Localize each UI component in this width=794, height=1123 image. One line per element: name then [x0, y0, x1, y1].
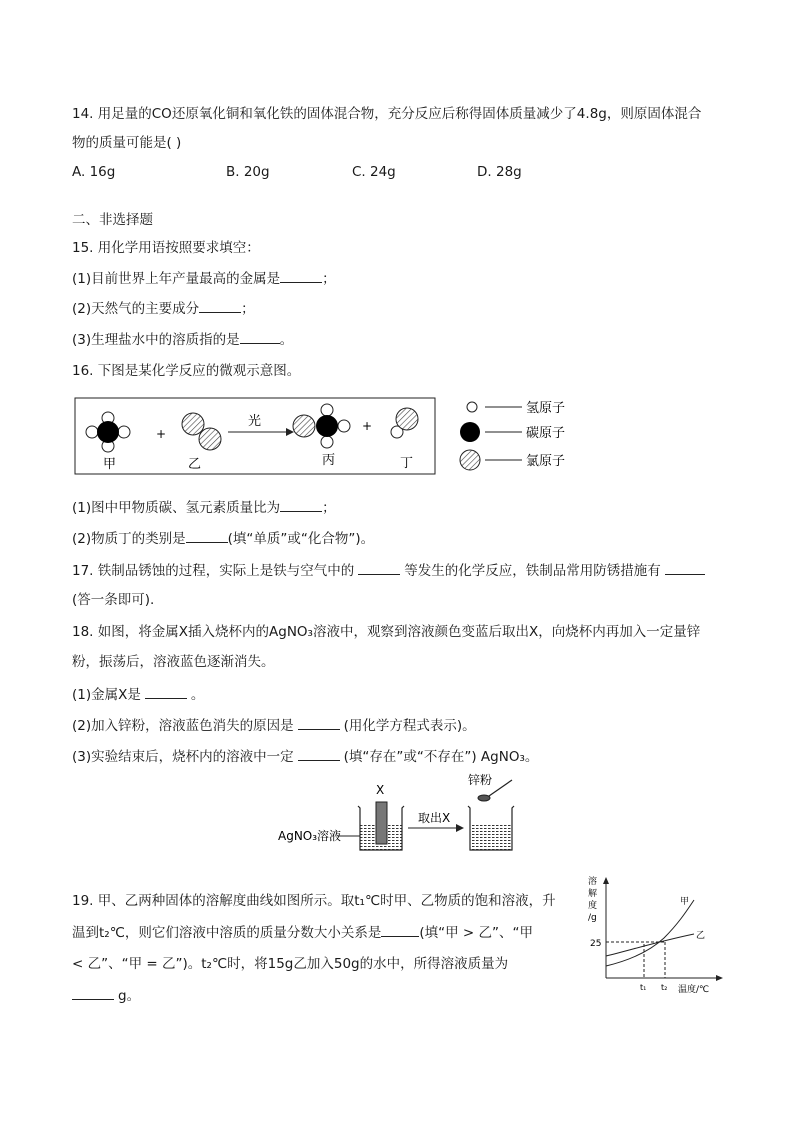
beaker-with-zinc — [468, 772, 514, 850]
answer-blank[interactable] — [358, 560, 400, 575]
q14-option-b: B. 20g — [226, 164, 270, 180]
q19-line1: 19. 甲、乙两种固体的溶解度曲线如图所示。取t₁℃时甲、乙物质的饱和溶液，升 — [72, 893, 556, 909]
answer-blank[interactable] — [240, 329, 280, 344]
label-bing: 丙 — [322, 453, 336, 468]
q19-text-b: (填“甲 > 乙”、“甲 — [419, 925, 534, 941]
q14-option-c: C. 24g — [352, 164, 396, 180]
q18-part2 — [72, 715, 476, 736]
spoon-icon — [478, 795, 490, 801]
curve-yi — [606, 934, 694, 956]
q17-line2: (答一条即可). — [72, 592, 155, 608]
q15-part3-text: (3)生理盐水中的溶质指的是 — [72, 332, 240, 348]
q15-part2-text: (2)天然气的主要成分 — [72, 301, 200, 317]
metal-label: X — [376, 783, 385, 797]
q16-part2-end: (填“单质”或“化合物”)。 — [227, 531, 375, 547]
x-tick-t2: t₂ — [661, 983, 668, 992]
answer-blank[interactable] — [186, 528, 228, 543]
q16-stem: 16. 下图是某化学反应的微观示意图。 — [72, 363, 301, 379]
q15-part1-text: (1)目前世界上年产量最高的金属是 — [72, 271, 281, 287]
q14-line1: 14. 用足量的CO还原氧化铜和氧化铁的固体混合物，充分反应后称得固体质量减少了4.8g，则原固体混合 — [72, 106, 702, 122]
legend-carbon: 碳原子 — [526, 426, 566, 441]
molecule-jia — [86, 412, 130, 452]
q18-line2: 粉，振荡后，溶液蓝色逐渐消失。 — [72, 654, 275, 670]
x-tick-t1: t₁ — [640, 983, 647, 992]
zinc-label: 锌粉 — [468, 773, 493, 787]
y-axis-label: 溶 — [588, 877, 598, 887]
x-axis-label: 温度/℃ — [678, 985, 710, 995]
solution-label: AgNO₃溶液 — [278, 829, 342, 843]
q18-part1 — [72, 684, 204, 705]
q19-line4 — [72, 985, 140, 1006]
plus-sign: + — [362, 419, 373, 433]
curve-jia-label: 甲 — [680, 897, 690, 907]
q19-text-a: 温到t₂℃，则它们溶液中溶质的质量分数大小关系是 — [72, 925, 382, 941]
q16-part1 — [72, 497, 336, 518]
solubility-graph — [586, 872, 726, 1000]
q16-part1-end: ； — [322, 500, 336, 516]
answer-blank[interactable] — [280, 497, 322, 512]
beaker-with-metal — [358, 783, 404, 850]
q19-line3: < 乙”、“甲 = 乙”)。t₂℃时，将15g乙加入50g的水中，所得溶液质量为 — [72, 956, 509, 972]
q19-line2 — [72, 922, 533, 943]
legend — [460, 401, 565, 470]
q17-text-b: 等发生的化学反应，铁制品常用防锈措施有 — [404, 563, 661, 579]
q18-part2-text: (2)加入锌粉，溶液蓝色消失的原因是 — [72, 718, 294, 734]
q15-part3 — [72, 329, 293, 350]
arrow-head — [286, 428, 294, 436]
label-jia: 甲 — [103, 457, 117, 472]
label-ding: 丁 — [400, 456, 414, 471]
q16-part1-text: (1)图中甲物质碳、氢元素质量比为 — [72, 500, 281, 516]
process-arrow-head — [456, 824, 464, 832]
answer-blank[interactable] — [72, 985, 114, 1000]
y-tick-25: 25 — [590, 939, 602, 949]
process-label: 取出X — [418, 811, 451, 825]
q15-part2 — [72, 298, 255, 319]
q19-line4-end: g。 — [118, 988, 141, 1004]
y-axis-label: /g — [588, 913, 597, 923]
label-yi: 乙 — [188, 457, 202, 472]
answer-blank[interactable] — [199, 298, 241, 313]
molecule-ding — [391, 408, 418, 438]
q15-part1-end: ； — [322, 271, 336, 287]
answer-blank[interactable] — [145, 684, 187, 699]
legend-chlorine: 氯原子 — [526, 454, 566, 469]
answer-blank[interactable] — [280, 268, 322, 283]
q15-stem: 15. 用化学用语按照要求填空： — [72, 240, 260, 256]
molecule-bing — [293, 404, 350, 448]
q18-part3-end: (填“存在”或“不存在”) AgNO₃。 — [343, 749, 539, 765]
y-axis-label: 解 — [588, 889, 598, 899]
beaker-figure — [272, 770, 532, 858]
q18-part1-end: 。 — [190, 687, 205, 703]
legend-carbon-icon — [460, 422, 480, 442]
legend-hydrogen: 氢原子 — [526, 401, 566, 416]
legend-hydrogen-icon — [467, 402, 477, 412]
arrow-label: 光 — [248, 414, 262, 429]
q14-option-d: D. 28g — [477, 164, 522, 180]
section-title: 二、非选择题 — [72, 212, 153, 228]
q18-part3-text: (3)实验结束后，烧杯内的溶液中一定 — [72, 749, 294, 765]
reaction-diagram — [60, 392, 600, 482]
plus-sign: + — [156, 427, 167, 441]
molecule-yi — [182, 413, 221, 450]
q18-part2-end: (用化学方程式表示)。 — [343, 718, 476, 734]
q18-part1-text: (1)金属X是 — [72, 687, 141, 703]
q18-part3 — [72, 746, 538, 767]
q15-part1 — [72, 268, 336, 289]
q14-line2: 物的质量可能是( ) — [72, 135, 182, 151]
q18-line1: 18. 如图，将金属X插入烧杯内的AgNO₃溶液中，观察到溶液颜色变蓝后取出X，向烧杯内再加入一定量锌 — [72, 624, 701, 640]
q17-line1 — [72, 560, 705, 581]
q17-text-a: 17. 铁制品锈蚀的过程，实际上是铁与空气中的 — [72, 563, 355, 579]
answer-blank[interactable] — [665, 560, 705, 575]
answer-blank[interactable] — [298, 746, 340, 761]
answer-blank[interactable] — [381, 922, 419, 937]
q14-option-a: A. 16g — [72, 164, 116, 180]
curve-yi-label: 乙 — [696, 931, 706, 941]
answer-blank[interactable] — [298, 715, 340, 730]
legend-chlorine-icon — [460, 450, 480, 470]
curve-jia — [606, 900, 694, 966]
metal-x — [376, 802, 387, 844]
q16-part2-text: (2)物质丁的类别是 — [72, 531, 186, 547]
y-axis-label: 度 — [588, 901, 598, 911]
q15-part3-end: 。 — [279, 332, 294, 348]
q15-part2-end: ； — [241, 301, 255, 317]
q16-part2 — [72, 528, 374, 549]
